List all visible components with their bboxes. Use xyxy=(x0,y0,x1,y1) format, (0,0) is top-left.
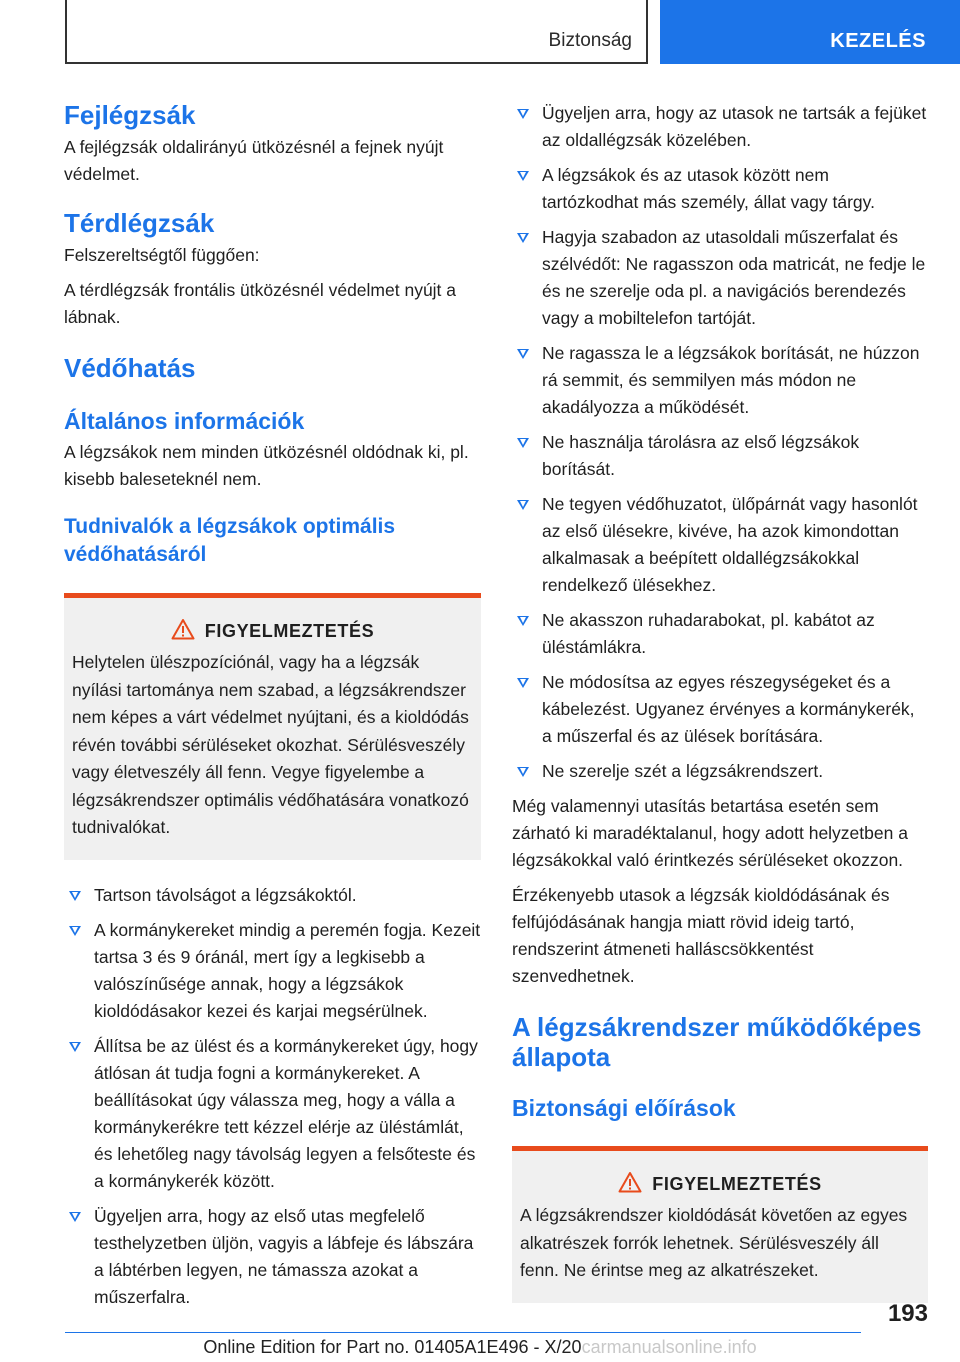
bullet-triangle-icon xyxy=(69,891,81,901)
bullet-triangle-icon xyxy=(69,1042,81,1052)
bullet-triangle-icon xyxy=(517,349,529,359)
heading-tudnivalok: Tudnivalók a légzsákok optimális védőhatásáról xyxy=(64,515,396,566)
bullet-triangle-icon xyxy=(517,171,529,181)
list-item: Ne akasszon ruhadarabokat, pl. kabátot az üléstámlákra. xyxy=(512,607,928,661)
heading-vedohatas: Védőhatás xyxy=(64,353,196,383)
left-column xyxy=(64,100,481,1319)
list-item: Ne módosítsa az egyes részegységeket és a kábelezést. Ugyanez érvényes a kormánykerék, a műszerfal és az ülések borítására. xyxy=(512,669,928,750)
list-item: A kormánykereket mindig a peremén fogja. Kezeit tartsa 3 és 9 óránál, mert így a legkisebb a valószínűsége annak, hogy a légzsákok kioldódásakor kezei és karjai megsérülnek. xyxy=(64,917,481,1025)
warning-title-row xyxy=(520,1171,920,1198)
right-column xyxy=(512,100,928,1303)
heading-altalanos-informaciok: Általános információk xyxy=(64,408,305,434)
bullet-list-right xyxy=(512,100,928,785)
list-item: Ne használja tárolásra az első légzsákok borítását. xyxy=(512,429,928,483)
footer-edition: Online Edition for Part no. 01405A1E496 - X/20 xyxy=(203,1337,582,1357)
bullet-triangle-icon xyxy=(517,438,529,448)
list-item: Ne szerelje szét a légzsákrendszert. xyxy=(512,758,928,785)
warning-triangle-icon xyxy=(171,618,195,645)
heading-fejlegzsak: Fejlégzsák xyxy=(64,100,196,130)
list-item: A légzsákok és az utasok között nem tartózkodhat más személy, állat vagy tárgy. xyxy=(512,162,928,216)
footer-text xyxy=(0,1337,960,1358)
heading-mukodokepes-allapot: A légzsákrendszer működőképes állapota xyxy=(512,1012,922,1072)
warning-triangle-icon xyxy=(618,1171,642,1198)
warning-box xyxy=(64,593,481,860)
bullet-triangle-icon xyxy=(517,767,529,777)
list-item: Állítsa be az ülést és a kormánykereket úgy, hogy átlósan át tudja fogni a kormánykereket. A beállításokat úgy válassza meg, hogy a válla a kormánykerékre tett kézzel elérje az üléstámlát, és lehetőleg nagy távolság legyen a felsőteste és a kormánykerék között. xyxy=(64,1033,481,1195)
header-section-title: Biztonság xyxy=(548,30,632,51)
warning-text: Helytelen ülészpozíciónál, vagy ha a légzsák nyílási tartománya nem szabad, a légzsákrendszer nem képes a várt védelmet nyújtani, és a kioldódás révén további sérüléseket okozhat. Sérülésveszély vagy életveszély áll fenn. Vegye figyelembe a légzsákrendszer optimális védőhatására vonatkozó tudnivalókat. xyxy=(72,652,469,837)
header-section-tab xyxy=(65,0,648,64)
heading-biztonsagi-eloirasok: Biztonsági előírások xyxy=(512,1095,736,1121)
list-item: Ne ragassza le a légzsákok borítását, ne húzzon rá semmit, és semmilyen más módon ne akadályozza a működését. xyxy=(512,340,928,421)
header-chapter-title: KEZELÉS xyxy=(830,30,926,52)
warning-text: A légzsákrendszer kioldódását követően az egyes alkatrészek forrók lehetnek. Sérülésveszély áll fenn. Ne érintse meg az alkatrészeket. xyxy=(520,1205,908,1280)
paragraph-hallas: Érzékenyebb utasok a légzsák kioldódásának és felfújódásának hangja miatt rövid ideig tartó, rendszerint átmeneti halláscsökkentést szenvedhetnek. xyxy=(512,885,890,986)
warning-title-row xyxy=(72,618,473,645)
warning-box-right xyxy=(512,1146,928,1303)
bullet-triangle-icon xyxy=(517,109,529,119)
paragraph-terdlegzsak: A térdlégzsák frontális ütközésnél védelmet nyújt a lábnak. xyxy=(64,280,457,327)
list-item: Ne tegyen védőhuzatot, ülőpárnát vagy hasonlót az első ülésekre, kivéve, ha azok kimondottan alkalmasak a beépített oldallégzsákokkal rendelkező ülésekhez. xyxy=(512,491,928,599)
header-chapter-tab xyxy=(660,0,960,64)
list-item: Ügyeljen arra, hogy az utasok ne tartsák a fejüket az oldallégzsák közelében. xyxy=(512,100,928,154)
page-number: 193 xyxy=(887,1300,928,1327)
footer-rule xyxy=(65,1332,861,1333)
paragraph-fejlegzsak: A fejlégzsák oldalirányú ütközésnél a fejnek nyújt védelmet. xyxy=(64,137,444,184)
paragraph-altalanos: A légzsákok nem minden ütközésnél oldódnak ki, pl. kisebb baleseteknél nem. xyxy=(64,442,469,489)
list-item: Ügyeljen arra, hogy az első utas megfelelő testhelyzetben üljön, vagyis a lábfeje és lábszára a lábtérben legyen, ne támassza azokat a műszerfalra. xyxy=(64,1203,481,1311)
bullet-triangle-icon xyxy=(517,500,529,510)
list-item: Tartson távolságot a légzsákoktól. xyxy=(64,882,481,909)
bullet-triangle-icon xyxy=(517,678,529,688)
heading-terdlegzsak: Térdlégzsák xyxy=(64,208,215,238)
paragraph-terd-felszereltseg: Felszereltségtől függően: xyxy=(64,245,260,265)
bullet-triangle-icon xyxy=(517,233,529,243)
bullet-triangle-icon xyxy=(517,616,529,626)
bullet-triangle-icon xyxy=(69,1212,81,1222)
bullet-list-left xyxy=(64,882,481,1311)
list-item: Hagyja szabadon az utasoldali műszerfalat és szélvédőt: Ne ragasszon oda matricát, ne fedje le és ne szerelje oda pl. a navigációs berendezés vagy a mobiltelefon tartóját. xyxy=(512,224,928,332)
paragraph-kockazat: Még valamennyi utasítás betartása esetén sem zárható ki maradéktalanul, hogy adott helyzetben a légzsákokkal való érintkezés sérüléseket okozzon. xyxy=(512,796,908,870)
warning-title: FIGYELMEZTETÉS xyxy=(204,621,375,641)
bullet-triangle-icon xyxy=(69,926,81,936)
warning-title: FIGYELMEZTETÉS xyxy=(652,1174,822,1194)
footer-watermark: carmanualsonline.info xyxy=(581,1337,757,1357)
